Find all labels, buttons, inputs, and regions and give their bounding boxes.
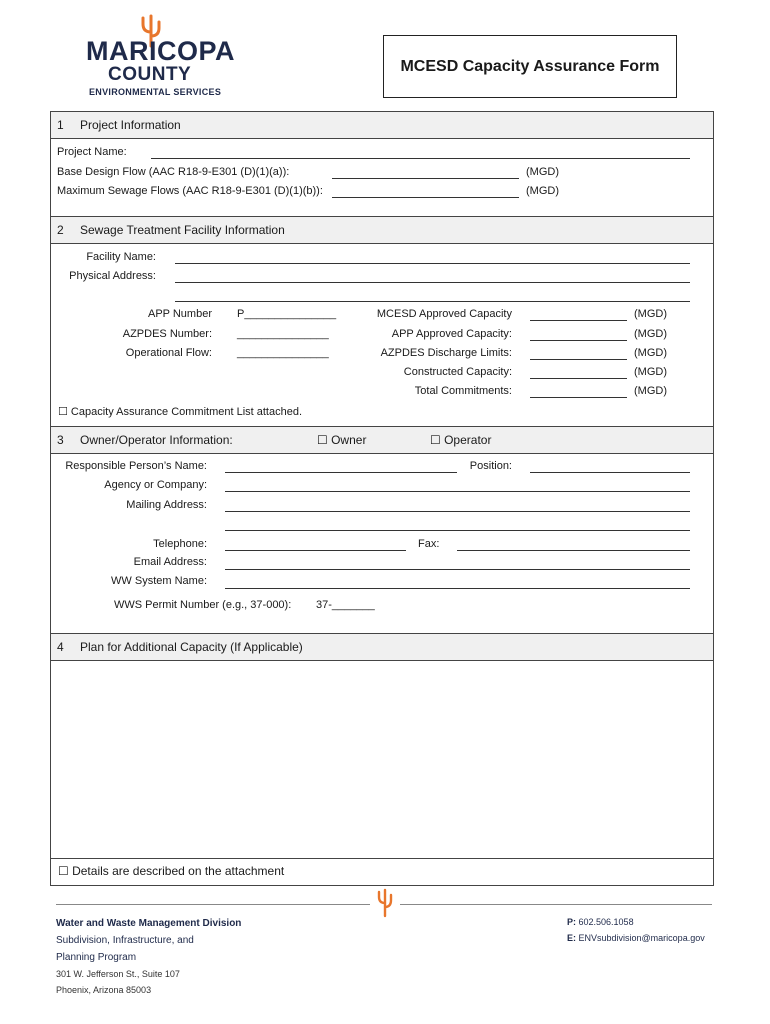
telephone-label: Telephone: (153, 538, 207, 550)
constructed-capacity-field[interactable] (530, 378, 627, 379)
app-number-field[interactable]: P_______________ (237, 308, 337, 320)
ww-system-label: WW System Name: (111, 575, 207, 587)
max-sewage-flows-unit: (MGD) (526, 185, 559, 197)
azpdes-number-label: AZPDES Number: (122, 328, 212, 340)
physical-address-field-2[interactable] (175, 301, 690, 302)
footer-program-line2: Planning Program (56, 952, 137, 963)
azpdes-limits-unit: (MGD) (634, 347, 667, 359)
mcesd-capacity-field[interactable] (530, 320, 627, 321)
ww-system-field[interactable] (225, 588, 690, 589)
logo-environmental-services: ENVIRONMENTAL SERVICES (89, 87, 222, 97)
footer-address-line1: 301 W. Jefferson St., Suite 107 (56, 969, 180, 979)
wws-permit-field[interactable]: 37-_______ (316, 599, 375, 611)
responsible-person-field[interactable] (225, 472, 457, 473)
mailing-address-field-2[interactable] (225, 530, 690, 531)
section-3-header: 3 Owner/Operator Information: ☐ Owner ☐ Operator (51, 426, 713, 454)
max-sewage-flows-label: Maximum Sewage Flows (AAC R18-9-E301 (D)(1)(b)): (57, 185, 323, 197)
mcesd-capacity-label: MCESD Approved Capacity (376, 308, 512, 320)
total-commitments-unit: (MGD) (634, 385, 667, 397)
wws-permit-label: WWS Permit Number (e.g., 37-000): (114, 599, 292, 611)
footer-division: Water and Waste Management Division (56, 918, 242, 929)
section-4-header: 4 Plan for Additional Capacity (If Applicable) (51, 633, 713, 661)
section-2-header: 2 Sewage Treatment Facility Information (51, 216, 713, 244)
additional-capacity-textarea[interactable] (51, 660, 713, 858)
operational-flow-field[interactable]: _______________ (237, 347, 329, 359)
base-design-flow-field[interactable] (332, 178, 519, 179)
footer-address-line2: Phoenix, Arizona 85003 (56, 985, 152, 995)
total-commitments-field[interactable] (530, 397, 627, 398)
agency-label: Agency or Company: (104, 479, 207, 491)
fax-field[interactable] (457, 550, 690, 551)
footer-email[interactable]: E: ENVsubdivision@maricopa.gov (567, 933, 705, 943)
physical-address-field-1[interactable] (175, 282, 690, 283)
form-title: MCESD Capacity Assurance Form (383, 35, 677, 98)
logo-maricopa: MARICOPA (86, 36, 235, 66)
commitment-list-checkbox[interactable]: ☐ Capacity Assurance Commitment List attached. (58, 406, 303, 418)
base-design-flow-label: Base Design Flow (AAC R18-9-E301 (D)(1)(a)): (57, 166, 290, 178)
base-design-flow-unit: (MGD) (526, 166, 559, 178)
mcesd-capacity-unit: (MGD) (634, 308, 667, 320)
physical-address-label: Physical Address: (69, 270, 156, 282)
responsible-person-label: Responsible Person’s Name: (65, 460, 207, 472)
footer-rule-left (56, 904, 370, 905)
cactus-footer-icon (375, 888, 395, 918)
app-capacity-unit: (MGD) (634, 328, 667, 340)
owner-checkbox[interactable]: ☐ Owner (317, 433, 367, 447)
operator-checkbox[interactable]: ☐ Operator (430, 433, 492, 447)
app-capacity-label: APP Approved Capacity: (391, 328, 512, 340)
footer-program-line1: Subdivision, Infrastructure, and (56, 935, 194, 946)
facility-name-field[interactable] (175, 263, 690, 264)
mailing-address-label: Mailing Address: (126, 499, 207, 511)
attachment-checkbox[interactable]: ☐ Details are described on the attachment (58, 864, 285, 878)
facility-name-label: Facility Name: (86, 251, 156, 263)
app-capacity-field[interactable] (530, 340, 627, 341)
constructed-capacity-label: Constructed Capacity: (403, 366, 512, 378)
telephone-field[interactable] (225, 550, 406, 551)
operational-flow-label: Operational Flow: (125, 347, 212, 359)
position-field[interactable] (530, 472, 690, 473)
total-commitments-label: Total Commitments: (414, 385, 512, 397)
project-name-field[interactable] (151, 158, 690, 159)
email-address-label: Email Address: (133, 556, 207, 568)
azpdes-limits-field[interactable] (530, 359, 627, 360)
footer-rule-right (400, 904, 712, 905)
azpdes-limits-label: AZPDES Discharge Limits: (380, 347, 512, 359)
agency-field[interactable] (225, 491, 690, 492)
logo-county: COUNTY (108, 64, 192, 85)
position-label: Position: (469, 460, 512, 472)
email-address-field[interactable] (225, 569, 690, 570)
constructed-capacity-unit: (MGD) (634, 366, 667, 378)
section-4-divider (51, 858, 713, 859)
azpdes-number-field[interactable]: _______________ (237, 328, 329, 340)
max-sewage-flows-field[interactable] (332, 197, 519, 198)
mailing-address-field-1[interactable] (225, 511, 690, 512)
footer-phone: P: 602.506.1058 (567, 917, 634, 927)
project-name-label: Project Name: (57, 146, 127, 158)
app-number-label: APP Number (148, 308, 212, 320)
section-1-header: 1 Project Information (51, 111, 713, 139)
fax-label: Fax: (418, 538, 440, 550)
